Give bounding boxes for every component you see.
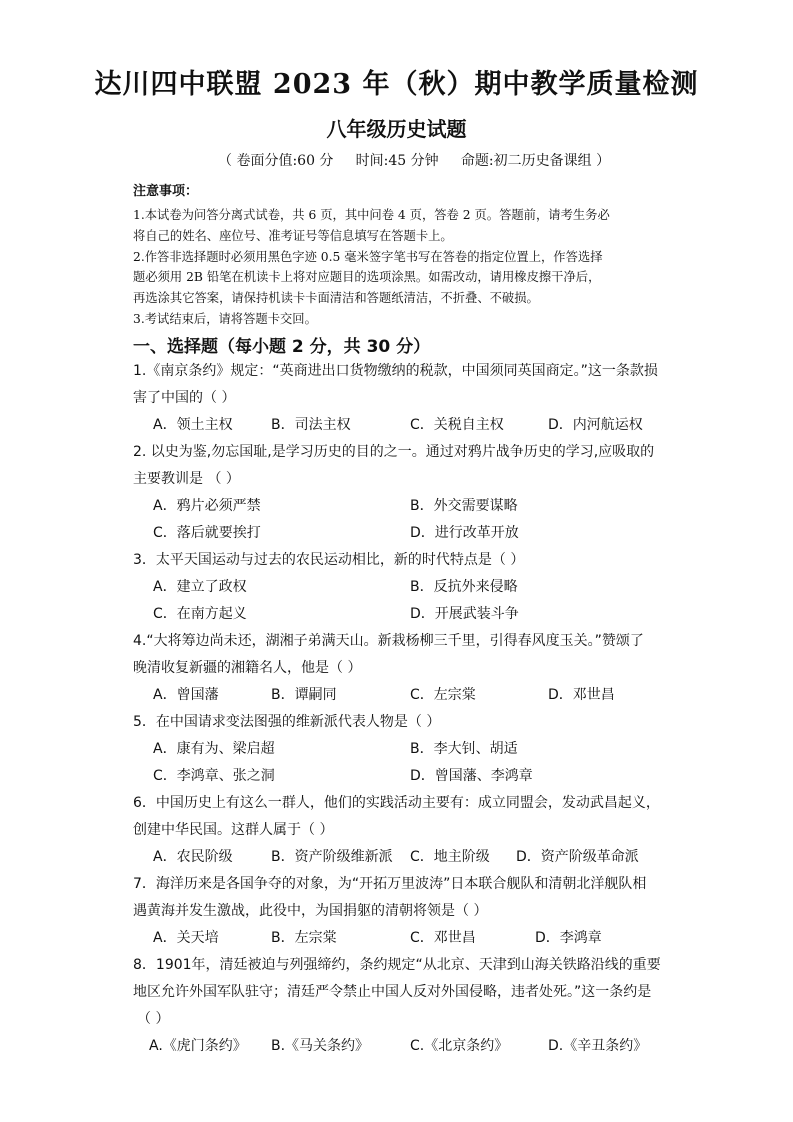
option-b: B．外交需要谋略 <box>410 498 518 514</box>
option-b: B．谭嗣同 <box>271 687 337 703</box>
option-d: D．开展武装斗争 <box>410 606 519 622</box>
option-d: D.《辛丑条约》 <box>548 1038 648 1054</box>
options-row <box>153 844 713 871</box>
option-a: A．建立了政权 <box>153 579 247 595</box>
option-d: D．资产阶级革命派 <box>516 849 639 865</box>
option-a: A.《虎门条约》 <box>149 1038 247 1054</box>
note-line: 再选涂其它答案，请保持机读卡卡面清洁和答题纸清洁，不折叠、不破损。 <box>133 291 539 306</box>
question-text-line: 害了中国的（ ） <box>133 390 236 406</box>
question-6 <box>133 790 660 844</box>
note-line: 将自己的姓名、座位号、准考证号等信息填写在答题卡上。 <box>133 228 453 243</box>
question-8 <box>133 952 661 1033</box>
option-d: D．曾国藩、李鸿章 <box>410 768 533 784</box>
option-b: B．司法主权 <box>271 417 351 433</box>
question-text-line: 4.“大将筹边尚未还，湖湘子弟满天山。新栽杨柳三千里，引得春风度玉关。”赞颂了 <box>133 633 644 649</box>
option-a: A．鸦片必须严禁 <box>153 498 261 514</box>
options-row <box>153 412 713 439</box>
question-text-line: 7．海洋历来是各国争夺的对象，为“开拓万里波涛”日本联合舰队和清朝北洋舰队相 <box>133 876 647 892</box>
question-2 <box>133 439 654 493</box>
question-text-line: 5．在中国请求变法图强的维新派代表人物是（ ） <box>133 714 441 730</box>
question-text-line: 创建中华民国。这群人属于（ ） <box>133 822 334 838</box>
section-heading: 一、选择题（每小题 2 分，共 30 分） <box>133 337 431 357</box>
option-d: D．内河航运权 <box>548 417 643 433</box>
options-row <box>153 763 713 790</box>
notes-heading: 注意事项： <box>133 184 199 199</box>
option-b: B．反抗外来侵略 <box>410 579 518 595</box>
options-row <box>153 493 713 520</box>
question-text-line: 2. 以史为鉴,勿忘国耻,是学习历史的目的之一。通过对鸦片战争历史的学习,应吸取的 <box>133 444 655 460</box>
question-text-line: 6．中国历史上有这么一群人，他们的实践活动主要有：成立同盟会，发动武昌起义， <box>133 795 660 811</box>
note-line: 题必须用 2B 铅笔在机读卡上将对应题目的选项涂黑。如需改动，请用橡皮擦干净后， <box>133 270 601 285</box>
option-b: B.《马关条约》 <box>271 1038 370 1054</box>
question-text-line: 晚清收复新疆的湘籍名人，他是（ ） <box>133 660 362 676</box>
option-c: C．左宗棠 <box>410 687 476 703</box>
question-text-line: （ ） <box>137 1011 170 1027</box>
option-c: C．李鸿章、张之洞 <box>153 768 275 784</box>
option-d: D．李鸿章 <box>535 930 602 946</box>
options-row <box>153 682 713 709</box>
options-row <box>153 601 713 628</box>
option-c: C．地主阶级 <box>410 849 490 865</box>
option-c: C．邓世昌 <box>410 930 476 946</box>
options-row <box>153 736 713 763</box>
exam-title: 达川四中联盟 2023 年（秋）期中教学质量检测 <box>94 69 699 100</box>
options-row <box>153 574 713 601</box>
question-text-line: 1.《南京条约》规定：“英商进出口货物缴纳的税款，中国须同英国商定。”这一条款损 <box>133 363 658 379</box>
note-line: 3.考试结束后，请将答题卡交回。 <box>133 311 317 326</box>
note-line: 2.作答非选择题时必须用黑色字迹 0.5 毫米签字笔书写在答卷的指定位置上，作答选择 <box>133 249 603 264</box>
option-a: A．康有为、梁启超 <box>153 741 275 757</box>
option-d: D．进行改革开放 <box>410 525 519 541</box>
option-a: A．曾国藩 <box>153 687 219 703</box>
question-text-line: 遇黄海并发生激战，此役中，为国捐躯的清朝将领是（ ） <box>133 903 488 919</box>
question-text-line: 主要教训是 （ ） <box>133 471 240 487</box>
question-text-line: 地区允许外国军队驻守；清廷严令禁止中国人反对外国侵略，违者处死。”这一条约是 <box>133 984 652 1000</box>
options-row <box>153 520 713 547</box>
question-3 <box>133 547 524 574</box>
option-c: C.《北京条约》 <box>410 1038 509 1054</box>
exam-info: （ 卷面分值:60 分 时间:45 分钟 命题:初二历史备课组 ） <box>218 153 611 169</box>
option-b: B．左宗棠 <box>271 930 337 946</box>
note-line: 1.本试卷为问答分离式试卷，共 6 页，其中问卷 4 页，答卷 2 页。答题前，请考生务必 <box>133 208 610 222</box>
option-b: B．李大钊、胡适 <box>410 741 518 757</box>
option-d: D．邓世昌 <box>548 687 615 703</box>
question-5 <box>133 709 440 736</box>
question-4 <box>133 628 644 682</box>
option-a: A．关天培 <box>153 930 219 946</box>
option-a: A．领土主权 <box>153 417 233 433</box>
option-b: B．资产阶级维新派 <box>271 849 393 865</box>
question-text-line: 3．太平天国运动与过去的农民运动相比，新的时代特点是（ ） <box>133 552 525 568</box>
option-c: C．落后就要挨打 <box>153 525 261 541</box>
options-row <box>149 1033 713 1060</box>
notes-block <box>133 205 663 330</box>
options-row <box>153 925 713 952</box>
option-c: C．在南方起义 <box>153 606 247 622</box>
option-c: C．关税自主权 <box>410 417 504 433</box>
exam-subtitle: 八年级历史试题 <box>326 117 467 141</box>
question-7 <box>133 871 646 925</box>
option-a: A．农民阶级 <box>153 849 233 865</box>
question-text-line: 8．1901年，清廷被迫与列强缔约，条约规定“从北京、天津到山海关铁路沿线的重要 <box>133 957 661 973</box>
question-1 <box>133 358 658 412</box>
